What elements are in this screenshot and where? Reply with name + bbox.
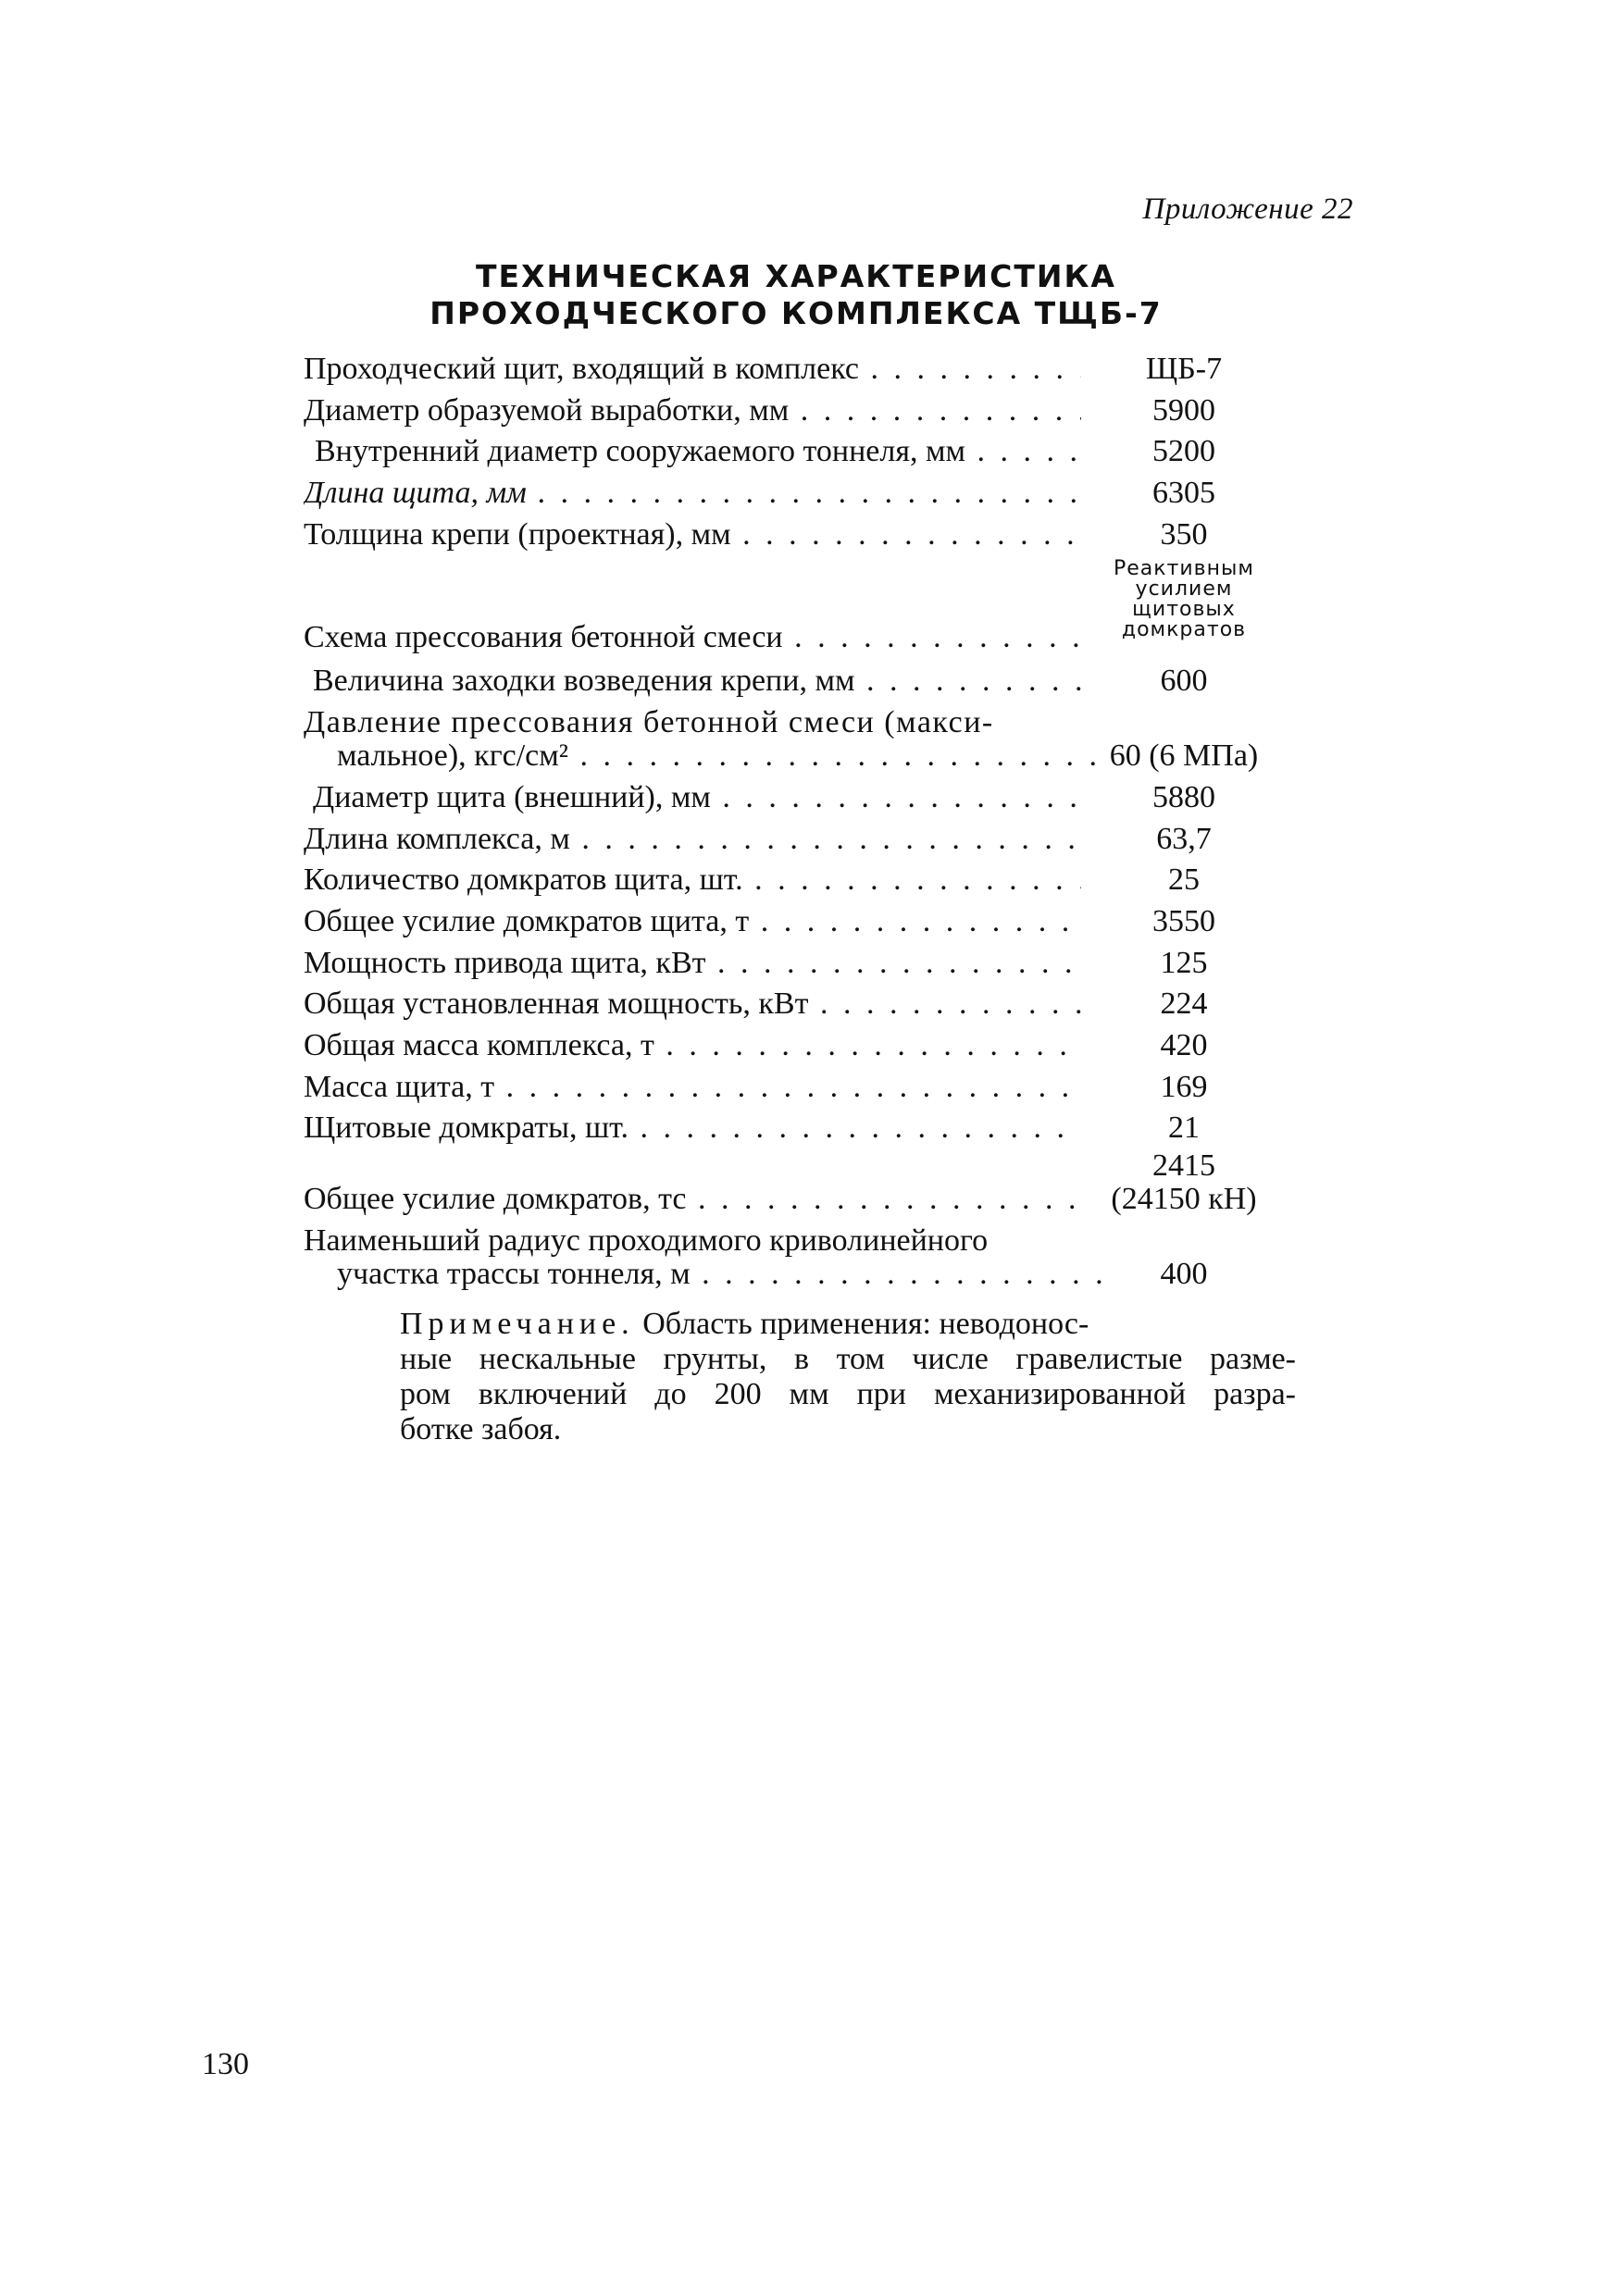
spec-label: Общая установленная мощность, кВт . . . bbox=[304, 988, 1081, 1020]
spec-label: Длина комплекса, м . . . bbox=[304, 824, 1081, 855]
spec-label: Длина щита, мм . . . bbox=[304, 478, 1081, 509]
spec-label: Внутренний диаметр сооружаемого тоннеля, мм . . . bbox=[304, 436, 1092, 467]
note bbox=[400, 1307, 1296, 1447]
spec-label: Количество домкратов щита, шт. . . . bbox=[304, 864, 1081, 896]
spec-label: Общее усилие домкратов, тс . . . bbox=[304, 1184, 1081, 1215]
spec-value: 63,7 bbox=[1156, 822, 1212, 856]
spec-value-line: 2415 bbox=[1152, 1148, 1215, 1183]
spec-value: 400 bbox=[1160, 1257, 1208, 1291]
note-line: ные нескальные грунты, в том числе гравелистые разме- bbox=[400, 1342, 1296, 1376]
spec-label: Диаметр щита (внешний), мм . . . bbox=[304, 782, 1090, 813]
spec-value-line: усилием bbox=[1135, 577, 1233, 601]
spec-value: 3550 bbox=[1152, 904, 1215, 938]
spec-row bbox=[304, 559, 1288, 661]
title-line-2: ПРОХОДЧЕСКОГО КОМПЛЕКСА ТЩБ-7 bbox=[429, 295, 1163, 331]
page-number: 130 bbox=[202, 2047, 249, 2081]
note-line bbox=[400, 1307, 1296, 1342]
spec-label: Общее усилие домкратов щита, т . . . bbox=[304, 906, 1081, 937]
spec-value-line: Реактивным bbox=[1113, 557, 1254, 580]
spec-value-line: (24150 кН) bbox=[1111, 1182, 1257, 1216]
spec-label: Щитовые домкраты, шт. . . . bbox=[304, 1112, 1081, 1144]
spec-label: Проходческий щит, входящий в комплекс . . . bbox=[304, 354, 1081, 385]
spec-value: 169 bbox=[1160, 1070, 1208, 1104]
spec-label: Общая масса комплекса, т . . . bbox=[304, 1030, 1081, 1061]
spec-label: Толщина крепи (проектная), мм . . . bbox=[304, 519, 1081, 551]
spec-value: 600 bbox=[1160, 664, 1208, 698]
title-line-1: ТЕХНИЧЕСКАЯ ХАРАКТЕРИСТИКА bbox=[476, 258, 1116, 294]
spec-value: 350 bbox=[1160, 517, 1208, 552]
spec-label: Диаметр образуемой выработки, мм . . . bbox=[304, 395, 1081, 427]
spec-label: Схема прессования бетонной смеси . . . bbox=[304, 622, 1081, 653]
spec-label-line: Наименьший радиус проходимого криволинейного bbox=[304, 1225, 989, 1257]
spec-label: Масса щита, т . . . bbox=[304, 1072, 1081, 1103]
note-text: Область применения: неводонос- bbox=[642, 1307, 1089, 1341]
spec-value: 6305 bbox=[1152, 476, 1215, 510]
spec-row bbox=[304, 1150, 1288, 1234]
spec-value-line: щитовых bbox=[1132, 598, 1236, 621]
spec-value: 25 bbox=[1168, 863, 1200, 897]
spec-value: 224 bbox=[1160, 987, 1208, 1021]
note-line: ботке забоя. bbox=[400, 1412, 562, 1446]
spec-label-line: мальное), кгс/см² . . . bbox=[304, 740, 1114, 772]
spec-label: Мощность привода щита, кВт . . . bbox=[304, 948, 1081, 979]
spec-value-line: домкратов bbox=[1121, 618, 1247, 641]
note-heading: Примечание. bbox=[400, 1307, 635, 1341]
spec-value: 420 bbox=[1160, 1028, 1208, 1062]
note-line: ром включений до 200 мм при механизированной разра- bbox=[400, 1377, 1296, 1411]
spec-value: 21 bbox=[1168, 1111, 1200, 1145]
spec-label-line: Давление прессования бетонной смеси (макси- bbox=[304, 707, 994, 738]
spec-value: 5900 bbox=[1152, 393, 1215, 428]
spec-label: Величина заходки возведения крепи, мм . . . bbox=[304, 665, 1090, 697]
spec-value: 5200 bbox=[1152, 434, 1215, 468]
spec-value: ЩБ-7 bbox=[1145, 352, 1223, 386]
spec-value: 125 bbox=[1160, 946, 1208, 980]
appendix-label: Приложение 22 bbox=[1142, 192, 1353, 226]
spec-value: 5880 bbox=[1152, 780, 1215, 814]
spec-value: 60 (6 МПа) bbox=[1109, 738, 1259, 773]
spec-label-line: участка трассы тоннеля, м . . . bbox=[304, 1259, 1114, 1290]
